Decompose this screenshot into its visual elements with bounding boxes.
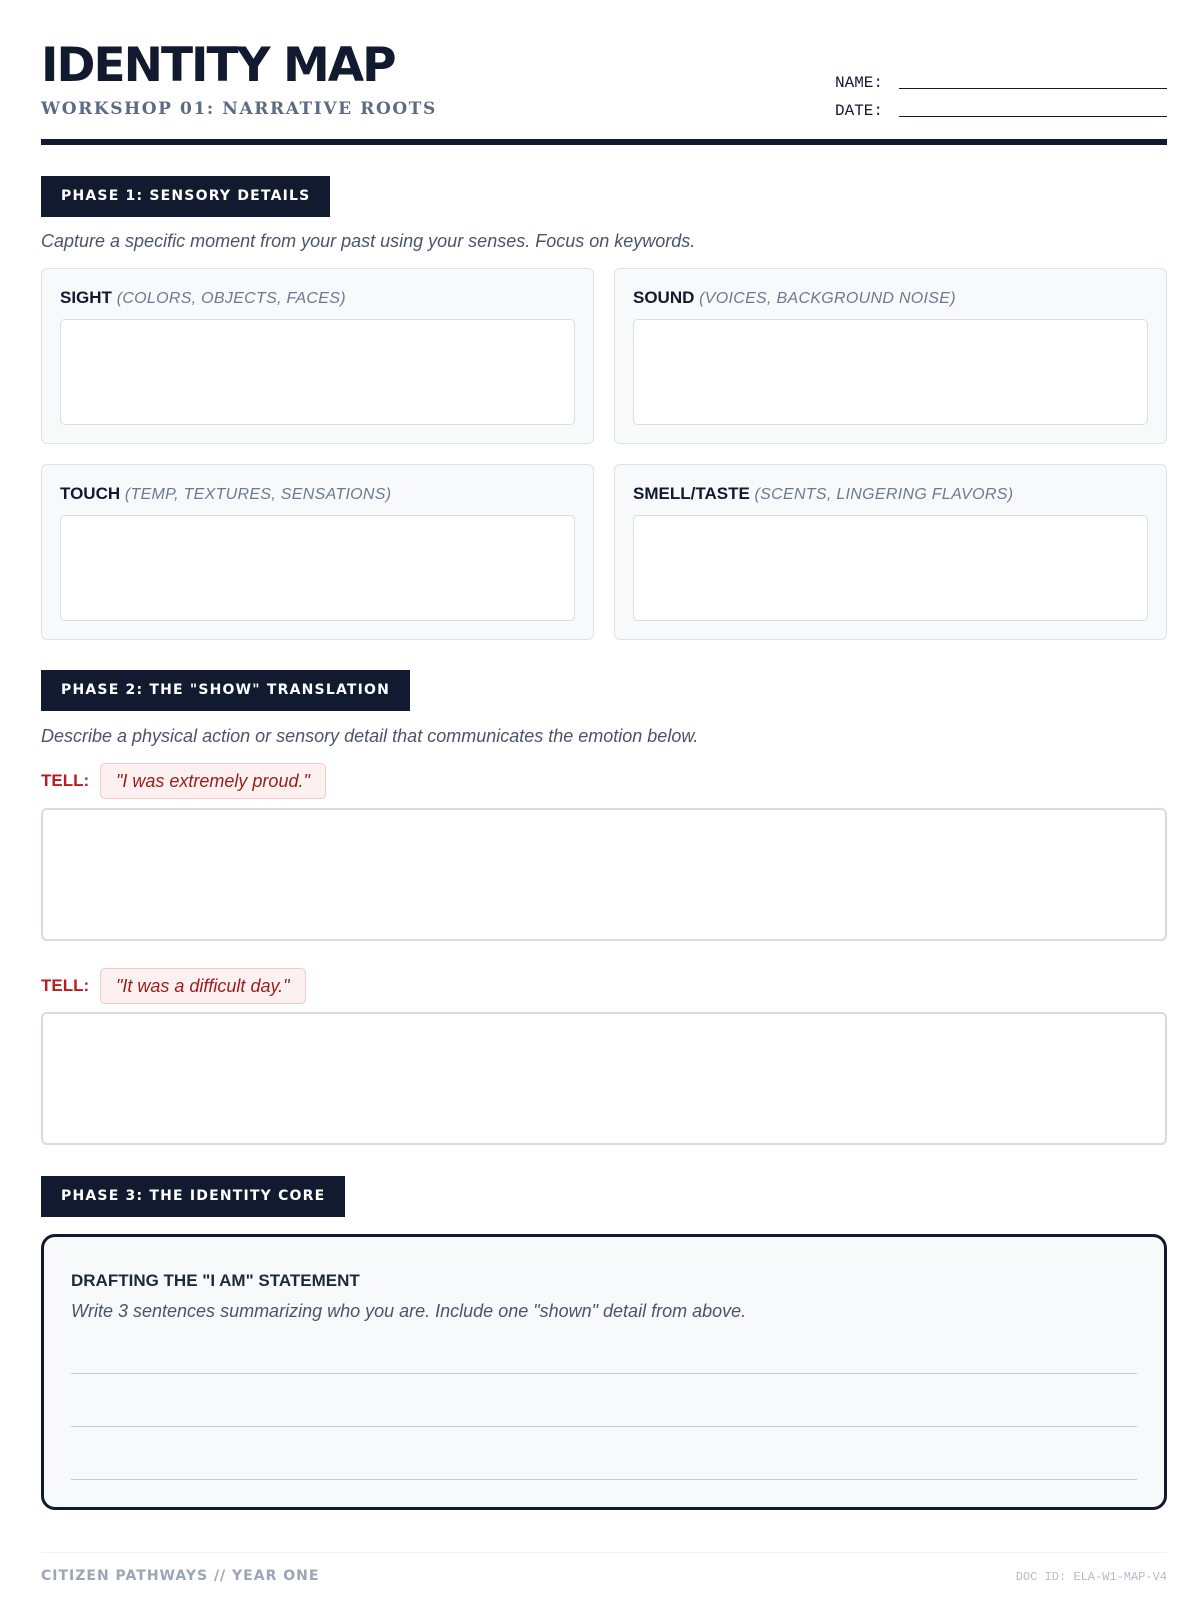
page-title: IDENTITY MAP [41, 38, 395, 93]
footer-doc-id: DOC ID: ELA-W1-MAP-V4 [1015, 1570, 1167, 1584]
name-input-line[interactable] [899, 88, 1167, 89]
show-response-box-1[interactable] [41, 808, 1167, 941]
date-label: DATE: [835, 102, 884, 120]
footer-program: CITIZEN PATHWAYS // YEAR ONE [41, 1568, 320, 1584]
sense-hint: (VOICES, BACKGROUND NOISE) [699, 290, 956, 307]
writing-line[interactable] [71, 1426, 1137, 1427]
sense-name: TOUCH [60, 484, 121, 503]
header-divider [41, 139, 1167, 145]
sound-input[interactable] [633, 319, 1148, 425]
smell-taste-input[interactable] [633, 515, 1148, 621]
worksheet-page [41, 0, 1167, 1600]
phase1-description: Capture a specific moment from your past using your senses. Focus on keywords. [41, 231, 696, 251]
sense-hint: (TEMP, TEXTURES, SENSATIONS) [124, 486, 392, 503]
sense-name: SMELL/TASTE [633, 484, 750, 503]
sense-name: SIGHT [60, 288, 112, 307]
tell-quote: "It was a difficult day." [100, 968, 306, 1004]
sense-name: SOUND [633, 288, 695, 307]
sense-card-label [60, 288, 346, 308]
sense-card-sound [614, 268, 1167, 444]
tell-quote: "I was extremely proud." [100, 763, 326, 799]
name-field-row [835, 70, 1167, 92]
core-heading: DRAFTING THE "I AM" STATEMENT [71, 1271, 360, 1290]
phase2-tag: PHASE 2: THE "SHOW" TRANSLATION [41, 670, 410, 711]
show-response-box-2[interactable] [41, 1012, 1167, 1145]
date-input-line[interactable] [899, 116, 1167, 117]
sense-card-sight [41, 268, 594, 444]
sense-card-touch [41, 464, 594, 640]
sense-hint: (SCENTS, LINGERING FLAVORS) [754, 486, 1014, 503]
tell-label: TELL: [41, 976, 90, 995]
page-subtitle: WORKSHOP 01: NARRATIVE ROOTS [41, 99, 437, 119]
sense-card-label [60, 484, 391, 504]
sense-card-label [633, 288, 956, 308]
phase1-tag: PHASE 1: SENSORY DETAILS [41, 176, 330, 217]
name-label: NAME: [835, 74, 884, 92]
date-field-row [835, 98, 1167, 120]
identity-core-box [41, 1234, 1167, 1510]
sense-card-label [633, 484, 1013, 504]
tell-row-1 [41, 763, 326, 799]
touch-input[interactable] [60, 515, 575, 621]
sense-card-smell-taste [614, 464, 1167, 640]
footer-divider [41, 1552, 1167, 1553]
phase3-tag: PHASE 3: THE IDENTITY CORE [41, 1176, 345, 1217]
sight-input[interactable] [60, 319, 575, 425]
core-description: Write 3 sentences summarizing who you are. Include one "shown" detail from above. [71, 1301, 747, 1321]
phase2-description: Describe a physical action or sensory detail that communicates the emotion below. [41, 726, 699, 746]
writing-line[interactable] [71, 1373, 1137, 1374]
tell-label: TELL: [41, 771, 90, 790]
writing-line[interactable] [71, 1479, 1137, 1480]
sense-hint: (COLORS, OBJECTS, FACES) [116, 290, 346, 307]
tell-row-2 [41, 968, 306, 1004]
